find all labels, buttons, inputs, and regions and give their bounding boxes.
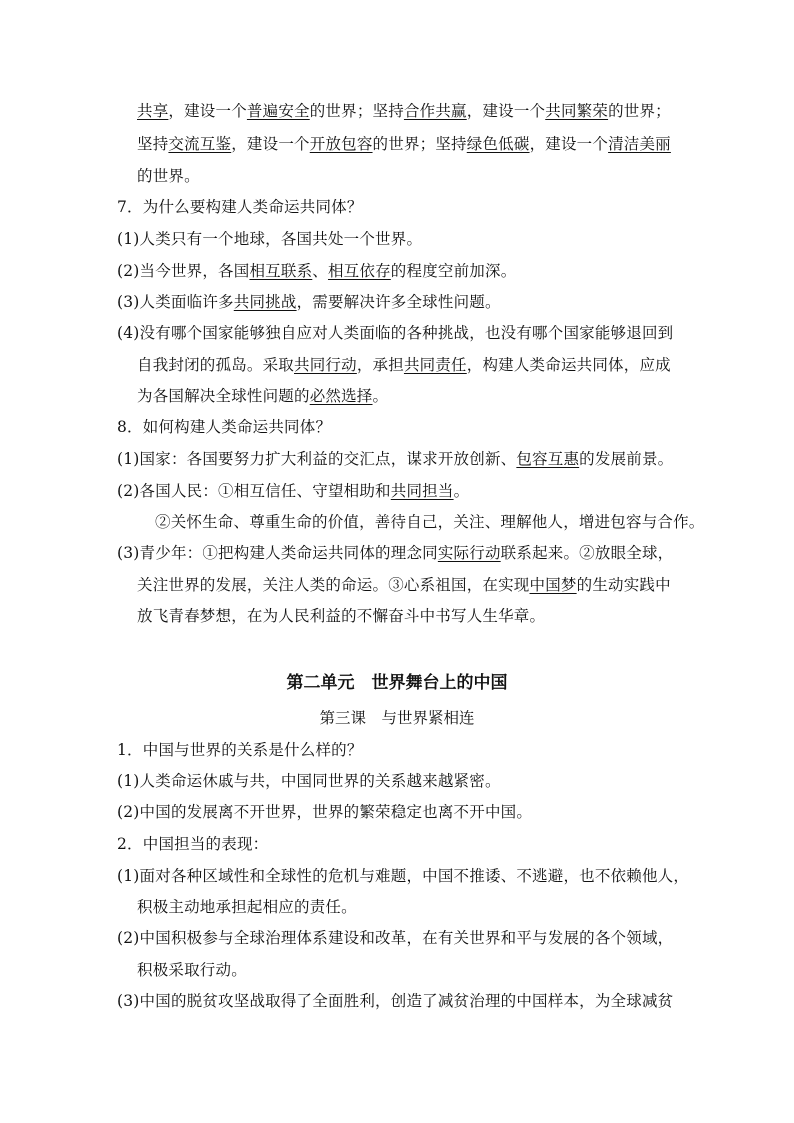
text-segment: 1．中国与世界的关系是什么样的？ [117,741,363,759]
text-segment: 的程度空前加深。 [390,262,517,280]
text-segment: 放飞青春梦想，在为人民利益的不懈奋斗中书写人生华章。 [137,607,546,625]
underlined-keyword: 合作共赢 [403,102,467,120]
text-line [117,991,673,1011]
text-line [117,740,363,760]
text-segment: (1)人类只有一个地球，各国共处一个世界。 [117,230,423,248]
text-segment: (4)没有哪个国家能够独自应对人类面临的各种挑战，也没有哪个国家能够退回到 [117,324,674,342]
text-line [117,229,422,249]
text-segment: 坚持 [137,135,169,153]
text-line [117,323,673,343]
text-segment: (2)当今世界，各国 [117,262,250,280]
underlined-keyword: 共享 [137,102,169,120]
text-segment: (3)中国的脱贫攻坚战取得了全面胜利，创造了减贫治理的中国样本，为全球减贫 [117,992,674,1010]
text-line [117,449,673,469]
text-line [137,166,200,186]
text-segment: ，建设一个 [168,102,247,120]
underlined-keyword: 共同挑战 [233,293,297,311]
underlined-keyword: 共同担当 [390,482,454,500]
text-line [117,771,501,791]
text-line [137,386,388,406]
lesson-title: 第三课 与世界紧相连 [319,709,475,727]
text-segment: ，需要解决许多全球性问题。 [296,293,501,311]
text-segment: ，建设一个 [529,135,609,153]
text-line [117,802,532,822]
text-segment: 的发展前景。 [579,450,674,468]
underlined-keyword: 中国梦 [529,576,577,594]
text-segment: ，建设一个 [466,102,546,120]
text-segment: (1)面对各种区域性和全球性的危机与难题，中国不推诿、不逃避，也不依赖他人， [117,867,690,885]
underlined-keyword: 必然选择 [309,387,373,405]
text-line [155,512,705,532]
text-segment: 联系起来。②放眼全球， [500,544,674,562]
text-segment: 7．为什么要构建人类命运共同体？ [117,198,363,216]
text-segment: (1)国家：各国要努力扩大利益的交汇点，谋求开放创新、 [117,450,517,468]
underlined-keyword: 实际行动 [437,544,501,562]
text-segment: (3)人类面临许多 [117,293,234,311]
text-segment: 积极主动地承担起相应的责任。 [137,898,357,916]
underlined-keyword: 包容互惠 [516,450,580,468]
text-segment: ，构建人类命运共同体，应成 [466,356,671,374]
text-segment: 的生动实践中 [576,576,671,594]
text-line [117,261,516,281]
text-line [137,897,357,917]
text-segment: ②关怀生命、尊重生命的价值，善待自己，关注、理解他人，增进包容与合作。 [155,513,705,531]
text-segment: 的世界。 [137,167,200,185]
unit-title: 第二单元 世界舞台上的中国 [286,673,508,693]
underlined-keyword: 共同行动 [294,356,357,374]
text-segment: 的世界；坚持 [309,102,404,120]
text-segment: (2)各国人民：①相互信任、守望相助和 [117,482,391,500]
text-segment: 8．如何构建人类命运共同体？ [117,418,332,436]
text-line [117,928,673,948]
text-segment: 、 [312,262,328,280]
text-line [137,101,671,121]
underlined-keyword: 绿色低碳 [466,135,530,153]
text-segment: 为各国解决全球性问题的 [137,387,310,405]
underlined-keyword: 交流互鉴 [168,135,232,153]
underlined-keyword: 开放包容 [309,135,373,153]
text-segment: 。 [372,387,389,405]
text-segment: 的世界； [608,102,671,120]
text-line [137,960,247,980]
text-segment: ，建设一个 [231,135,310,153]
text-segment: 2．中国担当的表现： [117,835,269,853]
text-segment: 关注世界的发展，关注人类的命运。③心系祖国，在实现 [137,576,530,594]
text-segment: (2)中国积极参与全球治理体系建设和改革，在有关世界和平与发展的各个领域， [117,929,674,947]
text-segment: 自我封闭的孤岛。采取 [137,356,295,374]
underlined-keyword: 清洁美丽 [608,135,671,153]
text-line [117,834,268,854]
text-line [137,575,671,595]
text-line [137,606,545,626]
underlined-keyword: 普遍安全 [246,102,310,120]
text-segment: (3)青少年：①把构建人类命运共同体的理念同 [117,544,438,562]
text-line [117,866,689,886]
text-segment: (1)人类命运休戚与共，中国同世界的关系越来越紧密。 [117,772,501,790]
text-line [117,292,501,312]
text-segment: 的世界；坚持 [372,135,467,153]
text-segment: 积极采取行动。 [137,961,247,979]
text-line [117,481,469,501]
underlined-keyword: 相互依存 [327,262,391,280]
text-line [137,355,671,375]
text-line [117,543,673,563]
text-line [117,197,363,217]
underlined-keyword: 共同责任 [403,356,467,374]
text-segment: 。 [453,482,470,500]
text-segment: (2)中国的发展离不开世界，世界的繁荣稳定也离不开中国。 [117,803,533,821]
text-line [137,134,671,154]
text-segment: ，承担 [356,356,404,374]
text-line [117,417,331,437]
underlined-keyword: 共同繁荣 [545,102,609,120]
underlined-keyword: 相互联系 [249,262,313,280]
